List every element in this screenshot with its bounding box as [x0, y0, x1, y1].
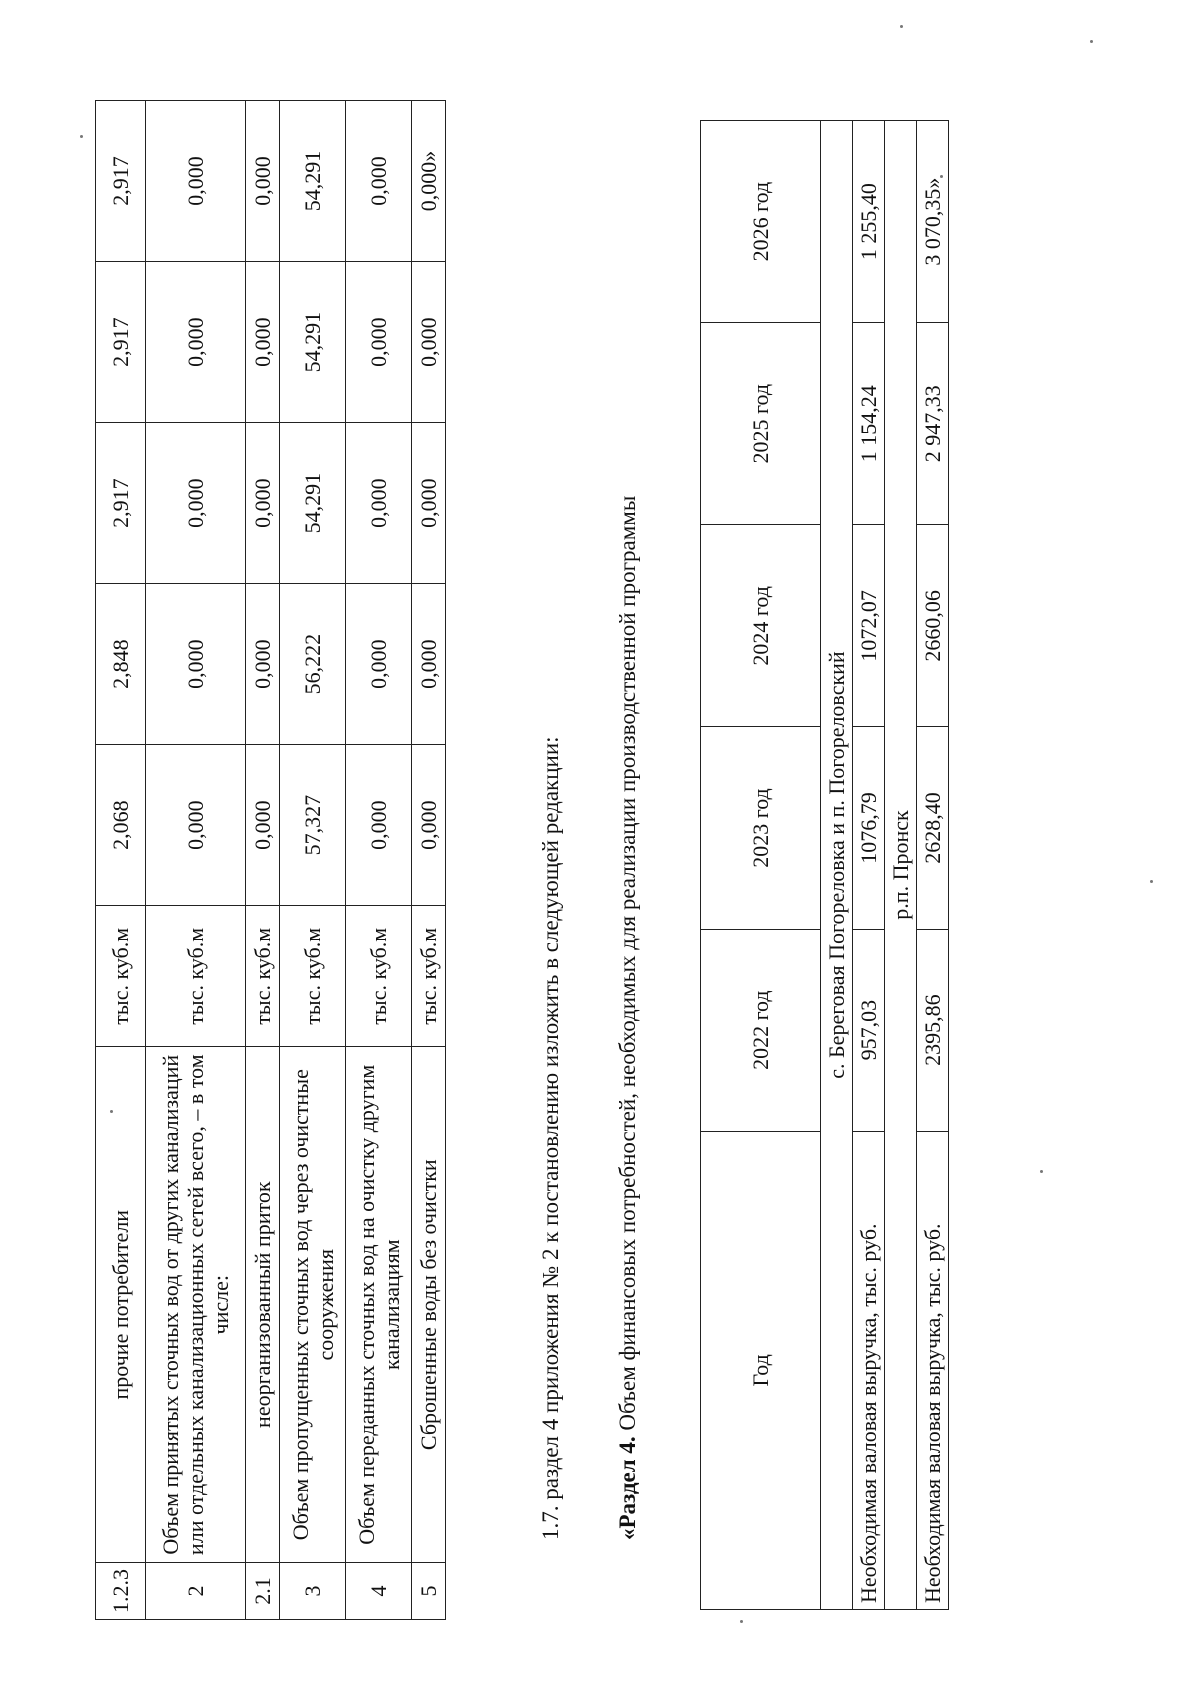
scan-speck — [740, 1620, 743, 1623]
value-cell: 0,000 — [412, 262, 446, 423]
table-row — [96, 101, 146, 1620]
value-cell: 1 255,40 — [853, 121, 885, 323]
row-unit: тыс. куб.м — [146, 906, 246, 1047]
scan-speck — [110, 1110, 113, 1113]
scan-speck — [900, 25, 903, 28]
value-cell: 56,222 — [280, 584, 346, 745]
value-cell: 0,000 — [146, 584, 246, 745]
value-cell: 0,000 — [246, 423, 280, 584]
value-cell: 3 070,35» — [917, 121, 949, 323]
row-number: 3 — [280, 1563, 346, 1620]
row-name: Сброшенные воды без очистки — [412, 1047, 446, 1563]
row-label: Необходимая валовая выручка, тыс. руб. — [917, 1131, 949, 1609]
row-label: Необходимая валовая выручка, тыс. руб. — [853, 1131, 885, 1609]
value-cell: 957,03 — [853, 929, 885, 1131]
row-number: 5 — [412, 1563, 446, 1620]
value-cell: 0,000 — [412, 584, 446, 745]
table-row — [280, 101, 346, 1620]
amendment-note: 1.7. раздел 4 приложения № 2 к постановлению изложить в следующей редакции: — [538, 736, 563, 1540]
row-number: 2 — [146, 1563, 246, 1620]
group-name: р.п. Пронск — [885, 121, 917, 1610]
row-unit: тыс. куб.м — [96, 906, 146, 1047]
table-row — [853, 121, 885, 1610]
scan-speck — [80, 135, 83, 138]
header-year-label: Год — [701, 1131, 821, 1609]
header-year: 2026 год — [701, 121, 821, 323]
header-year: 2024 год — [701, 525, 821, 727]
value-cell: 0,000 — [346, 101, 412, 262]
section-title: Объем финансовых потребностей, необходимых для реализации производственной программы — [615, 495, 640, 1437]
value-cell: 1072,07 — [853, 525, 885, 727]
group-row — [885, 121, 917, 1610]
value-cell: 0,000 — [346, 584, 412, 745]
value-cell: 0,000 — [246, 745, 280, 906]
row-name: Объем переданных сточных вод на очистку другим канализациям — [346, 1047, 412, 1563]
row-number: 4 — [346, 1563, 412, 1620]
value-cell: 2,917 — [96, 423, 146, 584]
value-cell: 0,000» — [412, 101, 446, 262]
value-cell: 0,000 — [146, 101, 246, 262]
value-cell: 54,291 — [280, 423, 346, 584]
value-cell: 2660,06 — [917, 525, 949, 727]
value-cell: 0,000 — [346, 423, 412, 584]
value-cell: 0,000 — [346, 262, 412, 423]
row-name: прочие потребители — [96, 1047, 146, 1563]
row-name: Объем принятых сточных вод от других канализаций или отдельных канализационных сетей всего, – в том числе: — [146, 1047, 246, 1563]
section-heading — [615, 496, 641, 1540]
value-cell: 0,000 — [146, 262, 246, 423]
table-row — [917, 121, 949, 1610]
group-name: с. Береговая Погореловка и п. Погореловский — [821, 121, 853, 1610]
value-cell: 1 154,24 — [853, 323, 885, 525]
value-cell: 0,000 — [246, 262, 280, 423]
row-name: неорганизованный приток — [246, 1047, 280, 1563]
value-cell: 2 947,33 — [917, 323, 949, 525]
rotated-page — [60, 80, 1200, 1620]
row-unit: тыс. куб.м — [412, 906, 446, 1047]
scan-speck — [940, 175, 943, 178]
value-cell: 2,917 — [96, 101, 146, 262]
value-cell: 2395,86 — [917, 929, 949, 1131]
table-row — [246, 101, 280, 1620]
row-unit: тыс. куб.м — [280, 906, 346, 1047]
value-cell: 57,327 — [280, 745, 346, 906]
scan-speck — [1090, 40, 1093, 43]
wastewater-volume-table — [95, 100, 446, 1620]
row-unit: тыс. куб.м — [346, 906, 412, 1047]
value-cell: 2,068 — [96, 745, 146, 906]
value-cell: 54,291 — [280, 262, 346, 423]
scan-speck — [1150, 880, 1153, 883]
header-year: 2023 год — [701, 727, 821, 929]
table-header-row — [701, 121, 821, 1610]
value-cell: 54,291 — [280, 101, 346, 262]
row-name: Объем пропущенных сточных вод через очистные сооружения — [280, 1047, 346, 1563]
row-number: 2.1 — [246, 1563, 280, 1620]
row-unit: тыс. куб.м — [246, 906, 280, 1047]
section-number: «Раздел 4. — [615, 1436, 640, 1540]
value-cell: 2,848 — [96, 584, 146, 745]
table-row — [412, 101, 446, 1620]
value-cell: 1076,79 — [853, 727, 885, 929]
value-cell: 2,917 — [96, 262, 146, 423]
value-cell: 0,000 — [412, 423, 446, 584]
table-row — [346, 101, 412, 1620]
value-cell: 0,000 — [246, 101, 280, 262]
value-cell: 0,000 — [246, 584, 280, 745]
value-cell: 2628,40 — [917, 727, 949, 929]
table-row — [146, 101, 246, 1620]
value-cell: 0,000 — [146, 745, 246, 906]
financial-needs-table — [700, 120, 949, 1610]
value-cell: 0,000 — [412, 745, 446, 906]
header-year: 2022 год — [701, 929, 821, 1131]
scan-speck — [1040, 1170, 1043, 1173]
header-year: 2025 год — [701, 323, 821, 525]
row-number: 1.2.3 — [96, 1563, 146, 1620]
value-cell: 0,000 — [346, 745, 412, 906]
value-cell: 0,000 — [146, 423, 246, 584]
group-row — [821, 121, 853, 1610]
